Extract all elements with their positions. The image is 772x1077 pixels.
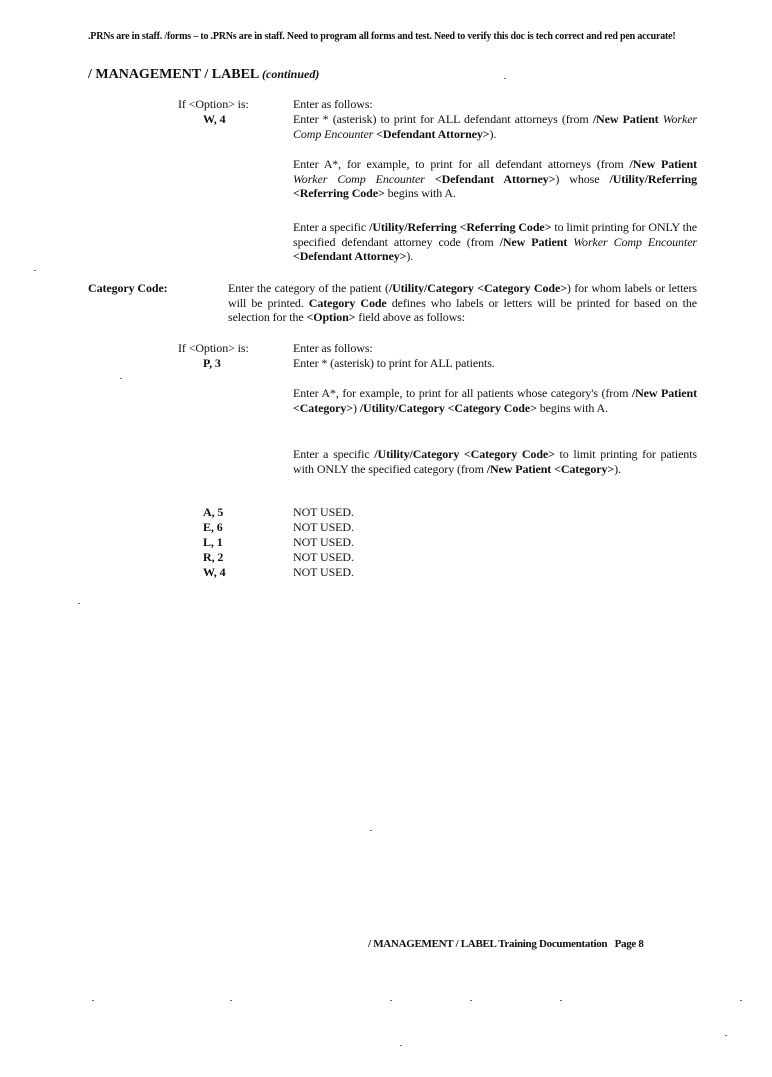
- heading-title: / MANAGEMENT / LABEL: [88, 67, 259, 82]
- heading-continued: (continued): [262, 67, 320, 81]
- category-code-description: Enter the category of the patient (/Utility/Category <Category Code>) for whom labels or letters will be printed. Category Code defines who labels or letters will be printed for based on the selection for the <Option> field above as follows:: [228, 281, 697, 324]
- not-used-text: NOT USED.: [293, 550, 354, 564]
- page-heading: [88, 67, 319, 83]
- section1-paragraph-1: Enter * (asterisk) to print for ALL defendant attorneys (from /New Patient Worker Comp Encounter <Defendant Attorney>).: [293, 112, 698, 141]
- scan-speck: [34, 270, 36, 271]
- scan-speck: [740, 1000, 742, 1001]
- scan-speck: [400, 1045, 402, 1046]
- scan-speck: [560, 1000, 562, 1001]
- not-used-text: NOT USED.: [293, 505, 354, 519]
- header-note: .PRNs are in staff. /forms – to .PRNs are in staff. Need to program all forms and test. Need to verify this doc is tech correct and red pen accurate!: [88, 31, 676, 42]
- page-number: Page 8: [614, 938, 644, 950]
- footer-title: / MANAGEMENT / LABEL Training Documentation: [368, 938, 608, 950]
- option-if-label-1: If <Option> is:: [178, 97, 249, 111]
- page-footer: [368, 938, 644, 950]
- not-used-text: NOT USED.: [293, 535, 354, 549]
- not-used-text: NOT USED.: [293, 565, 354, 579]
- not-used-code: W, 4: [203, 565, 226, 579]
- section2-paragraph-3: Enter a specific /Utility/Category <Category Code> to limit printing for patients with ONLY the specified category (from /New Patient <Category>).: [293, 447, 697, 476]
- scan-speck: [725, 1035, 727, 1036]
- enter-as-follows-2: Enter as follows:: [293, 341, 373, 355]
- scan-speck: [390, 1000, 392, 1001]
- scan-speck: [470, 1000, 472, 1001]
- scan-speck: [92, 1000, 94, 1001]
- scan-speck: [78, 603, 80, 604]
- not-used-code: R, 2: [203, 550, 224, 564]
- section2-paragraph-2: Enter A*, for example, to print for all patients whose category's (from /New Patient <Category>) /Utility/Category <Category Code> begins with A.: [293, 386, 697, 415]
- not-used-code: L, 1: [203, 535, 223, 549]
- not-used-code: E, 6: [203, 520, 223, 534]
- not-used-text: NOT USED.: [293, 520, 354, 534]
- not-used-code: A, 5: [203, 505, 224, 519]
- section2-paragraph-1: Enter * (asterisk) to print for ALL patients.: [293, 356, 495, 370]
- section1-paragraph-3: Enter a specific /Utility/Referring <Referring Code> to limit printing for ONLY the specified defendant attorney code (from /New Patient Worker Comp Encounter <Defendant Attorney>).: [293, 220, 697, 263]
- option-code-w4: W, 4: [203, 112, 226, 126]
- scan-speck: [120, 378, 122, 379]
- option-code-p3: P, 3: [203, 356, 221, 370]
- category-code-label: Category Code:: [88, 281, 168, 295]
- enter-as-follows-1: Enter as follows:: [293, 97, 373, 111]
- option-if-label-2: If <Option> is:: [178, 341, 249, 355]
- scan-speck: [504, 78, 506, 79]
- section1-paragraph-2: Enter A*, for example, to print for all defendant attorneys (from /New Patient Worker Comp Encounter <Defendant Attorney>) whose /Utility/Referring <Referring Code> begins with A.: [293, 157, 697, 200]
- scan-speck: [370, 830, 372, 831]
- scan-speck: [230, 1000, 232, 1001]
